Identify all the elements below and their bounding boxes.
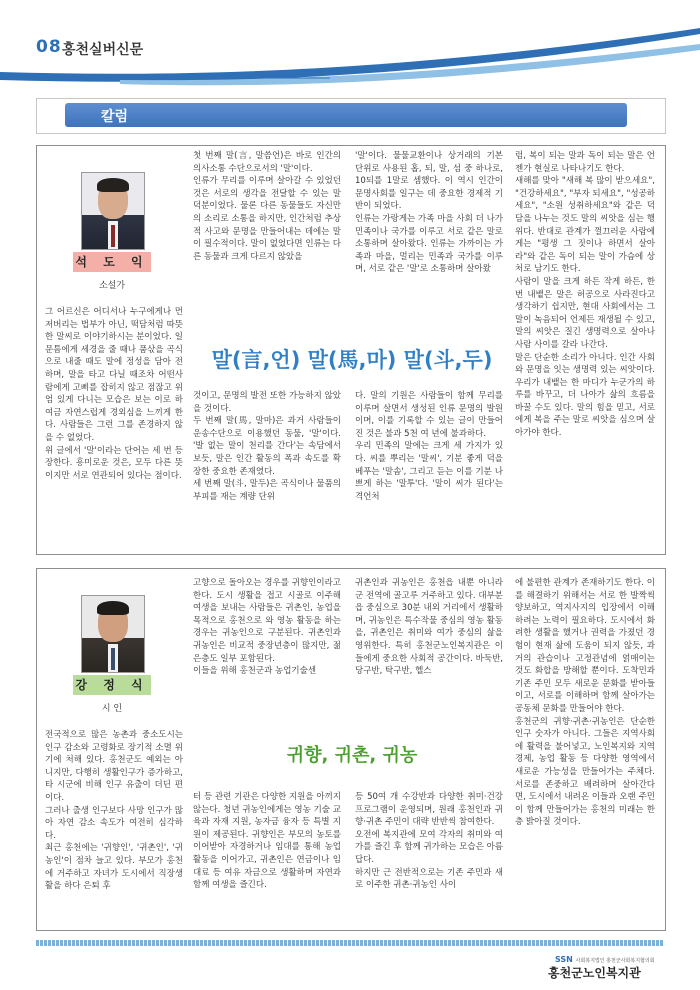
organization-name: 홍천군노인복지관: [548, 966, 641, 980]
section-label: 칼럼: [101, 109, 129, 125]
article-body-side: 전국적으로 많은 농촌과 중소도시는 인구 감소와 고령화로 장기적 소멸 위기에 처해 있다. 홍천군도 예외는 아니지만, 다행히 생활인구가 증가하고, 타 시군에 비해 인구 유출이 더딘 편이다. 그러나 출생 인구보다 사망 인구가 많아 자연 감소 속도가 여전히 심각하다. 최근 홍천에는 '귀향인', '귀촌인', '귀농인'이 점차 늘고 있다. 부모가 홍천에 거주하고 자녀가 도시에서 직장생활을 하다 은퇴 후: [45, 730, 183, 892]
article-body-col-b-top: '말'이다. 물물교환이나 상거래의 기본 단위로 사용된 홉, 되, 말, 섬 중 하나로, 10되를 1말로 셈했다. 이 역시 인간이 문명사회를 일구는 데 중요한 경제적 기반이 되었다. 인류는 가랑게는 가족 마을 사회 더 나가 민족이나 국가를 이루고 서로 같은 말로 소통하며 살아왔다. 인류는 가까이는 가족과 마을, 멀리는 민족과 국가를 이루며, 서로 같은 '말'로 소통하며 살아왔: [355, 151, 503, 275]
column-article-2: [36, 568, 666, 931]
article-body-col-a-top: 고향으로 돌아오는 경우를 귀향인이라고 한다. 도시 생활을 접고 시골로 이주해 여생을 보내는 사람들은 귀촌인, 농업을 목적으로 홍천으로 와 영농 활동을 하는 경우는 귀농인으로 구분된다. 귀촌인과 귀농인은 비교적 중장년층이 많지만, 젊은층도 일부 포함된다. 이들을 위해 홍천군과 농업기술센: [193, 578, 341, 677]
ssn-logo: SSN 사회복지법인 홍천군사회복지협의회: [555, 955, 655, 964]
author-photo: [81, 172, 145, 250]
article-body-col-b-bottom: 등 50여 개 수강반과 다양한 취미·건강 프로그램이 운영되며, 원래 홍천인과 귀향·귀촌 주민이 대략 반반씩 참여한다. 오전에 복지관에 모여 각자의 취미와 여가를 즐긴 후 함께 귀가하는 모습은 아름답다. 하지만 근 전반적으로는 기존 주민과 새로 이주한 귀촌·귀농인 사이: [355, 792, 503, 891]
article-body-col-b-top: 귀촌인과 귀농인은 홍천읍 내뿐 아니라 군 전역에 골고루 거주하고 있다. 대부분 읍 중심으로 30분 내외 거리에서 생활하며, 귀농인은 특수작물 중심의 영농 활동을, 귀촌인은 취미와 여가 중심의 삶을 영위한다. 특히 홍천군노인복지관은 이들에게 중요한 사회적 공간이다. 바둑반, 당구반, 탁구반, 헬스: [355, 578, 503, 677]
author-photo: [81, 595, 145, 673]
page-header: [0, 0, 700, 90]
author-name: 강 정 식: [73, 675, 151, 695]
footer-band: [36, 940, 664, 946]
article-body-col-a-bottom: 것이고, 문명의 발전 또한 가능하지 않았을 것이다. 두 번째 말(馬, 말마)은 과거 사람들이 운송수단으로 이용했던 동물, '말'이다. '발 없는 말이 천리를 간다'는 속담에서 보듯, 말은 인간 활동의 폭과 속도를 확장한 중요한 존재였다. 세 번째 말(斗, 말두)은 곡식이나 물품의 부피를 재는 계량 단위: [193, 391, 341, 502]
page-number: 08: [36, 37, 62, 57]
article-body-col-a-top: 첫 번째 말(言, 말씀언)은 바로 인간의 의사소통 수단으로서의 '말'이다. 인류가 무리를 이루며 살아갈 수 있었던 것은 서로의 생각을 전달할 수 있는 말 덕분이었다. 물론 다른 동물들도 자신만의 소리로 소통을 하지만, 인간처럼 추상적 사고와 문명을 만들어내는 데에는 말이 필수적이다. 말이 없었다면 인류는 다른 동물과 크게 다르지 않았을: [193, 151, 341, 262]
article-body-col-c: 럼, 복이 되는 말과 독이 되는 말은 언젠가 현실로 나타나기도 한다. 새해를 맞아 "새해 복 많이 받으세요", "건강하세요", "부자 되세요", "성공하세요", "소원 성취하세요"와 같은 덕담을 나누는 것도 말의 씨앗을 심는 행위다. 반대로 관계가 껄끄러운 사람에게는 "평생 그 짓이나 하면서 살아라"와 같은 독이 되는 말이 가슴에 상처로 남기도 한다. 사람이 말을 크게 하든 작게 하든, 한 번 내뱉은 말은 허공으로 사라진다고 생각하기 쉽지만, 현대 사회에서는 그 말이 녹음되어 언제든 재생될 수 있고, 말의 씨앗은 질긴 생명력으로 살아나 사람 사이를 갈라 나간다. 말은 단순한 소리가 아니다. 인간 사회와 문명을 잇는 생명력 있는 씨앗이다. 우리가 내뱉는 한 마디가 누군가의 하루를 바꾸고, 더 나아가 삶의 흐름을 바꿀 수도 있다. 말의 힘을 믿고, 서로에게 복을 주는 말로 씨앗을 심으며 살아가야 한다.: [515, 151, 655, 439]
article-body-side: 그 어르신은 어디서나 누구에게나 먼저버리는 법부가 아닌, 떡담처럼 따뜻한 말씨로 이야기하시는 분이었다. 일문틈에게 세경을 줄 때나 품삯을 곡식으로 내줄 때도 말에 정성을 담아 전하며, 말을 타고 다닐 때조차 어떤사람에게 고삐를 잡히지 않고 점잖고 위엄 있게 다니는 모습은 보는 이로 하여금 자연스럽게 경외심을 느끼게 한다. 사람들은 그런 그를 존경하지 않을 수 없었다. 위 글에서 '말'이라는 단어는 세 번 등장한다. 흥미로운 것은, 모두 다른 뜻이지만 서로 연관되어 있다는 점이다.: [45, 307, 183, 481]
author-role: 시 인: [101, 704, 123, 714]
article-title: 말(言,언) 말(馬,마) 말(斗,두): [211, 348, 493, 372]
publication-logo: 홍천실버신문: [62, 42, 144, 58]
article-body-col-c: 에 불편한 관계가 존재하기도 한다. 이를 해결하기 위해서는 서로 한 발짝씩 양보하고, 역지사지의 입장에서 이해하려는 노력이 필요하다. 도시에서 화려한 생활을 했거나 권력을 가졌던 경험이 현재 삶에 도움이 되지 않듯, 과거의 관습이나 고정관념에 얽매이는 것도 화합을 방해할 뿐이다. 도착민과 기존 주민 모두 새로운 문화를 받아들이고, 서로를 이해하며 함께 살아가는 공동체 문화를 만들어야 한다. 홍천군의 귀향·귀촌·귀농인은 단순한 인구 숫자가 아니다. 그들은 지역사회에 활력을 불어넣고, 노인복지와 지역 경제, 농업 활동 등 다양한 영역에서 새로운 가능성을 만들어가는 주체다. 서로를 존중하고 배려하며 살아간다면, 도시에서 내려온 이들과 오랜 주민이 함께 만들어가는 홍천의 미래는 한층 밝아질 것이다.: [515, 578, 655, 828]
column-article-1: [36, 145, 666, 555]
author-name: 석 도 익: [73, 252, 151, 272]
section-header: [36, 98, 666, 134]
article-body-col-a-bottom: 터 등 관련 기관은 다양한 지원을 아끼지 않는다. 청년 귀농인에게는 영농 기술 교육과 자재 지원, 농자금 융자 등 특별 지원이 제공된다. 귀향인은 부모의 농토를 이어받아 자경하거나 임대를 통해 농업 활동을 이어가고, 귀촌인은 연금이나 임대료 등 여유 자금으로 생활하며 자연과 함께 여생을 즐긴다.: [193, 792, 341, 891]
article-body-col-b-bottom: 다. 말의 기원은 사람들이 함께 무리를 이루며 살면서 생성된 인류 문명의 발원이며, 이를 기록할 수 있는 글이 만들어진 것은 불과 5천 여 년에 불과하다. 우리 민족의 말에는 크게 세 가지가 있다. 씨를 뿌리는 '말씨', 기분 좋게 덕을 베푸는 '말솜', 그리고 듣는 이를 기분 나쁘게 하는 '말투'다. '말이 씨가 된다'는 격언처: [355, 391, 503, 502]
section-tag: [65, 103, 627, 127]
author-role: 소설가: [98, 281, 126, 291]
article-title: 귀향, 귀촌, 귀농: [286, 745, 418, 766]
